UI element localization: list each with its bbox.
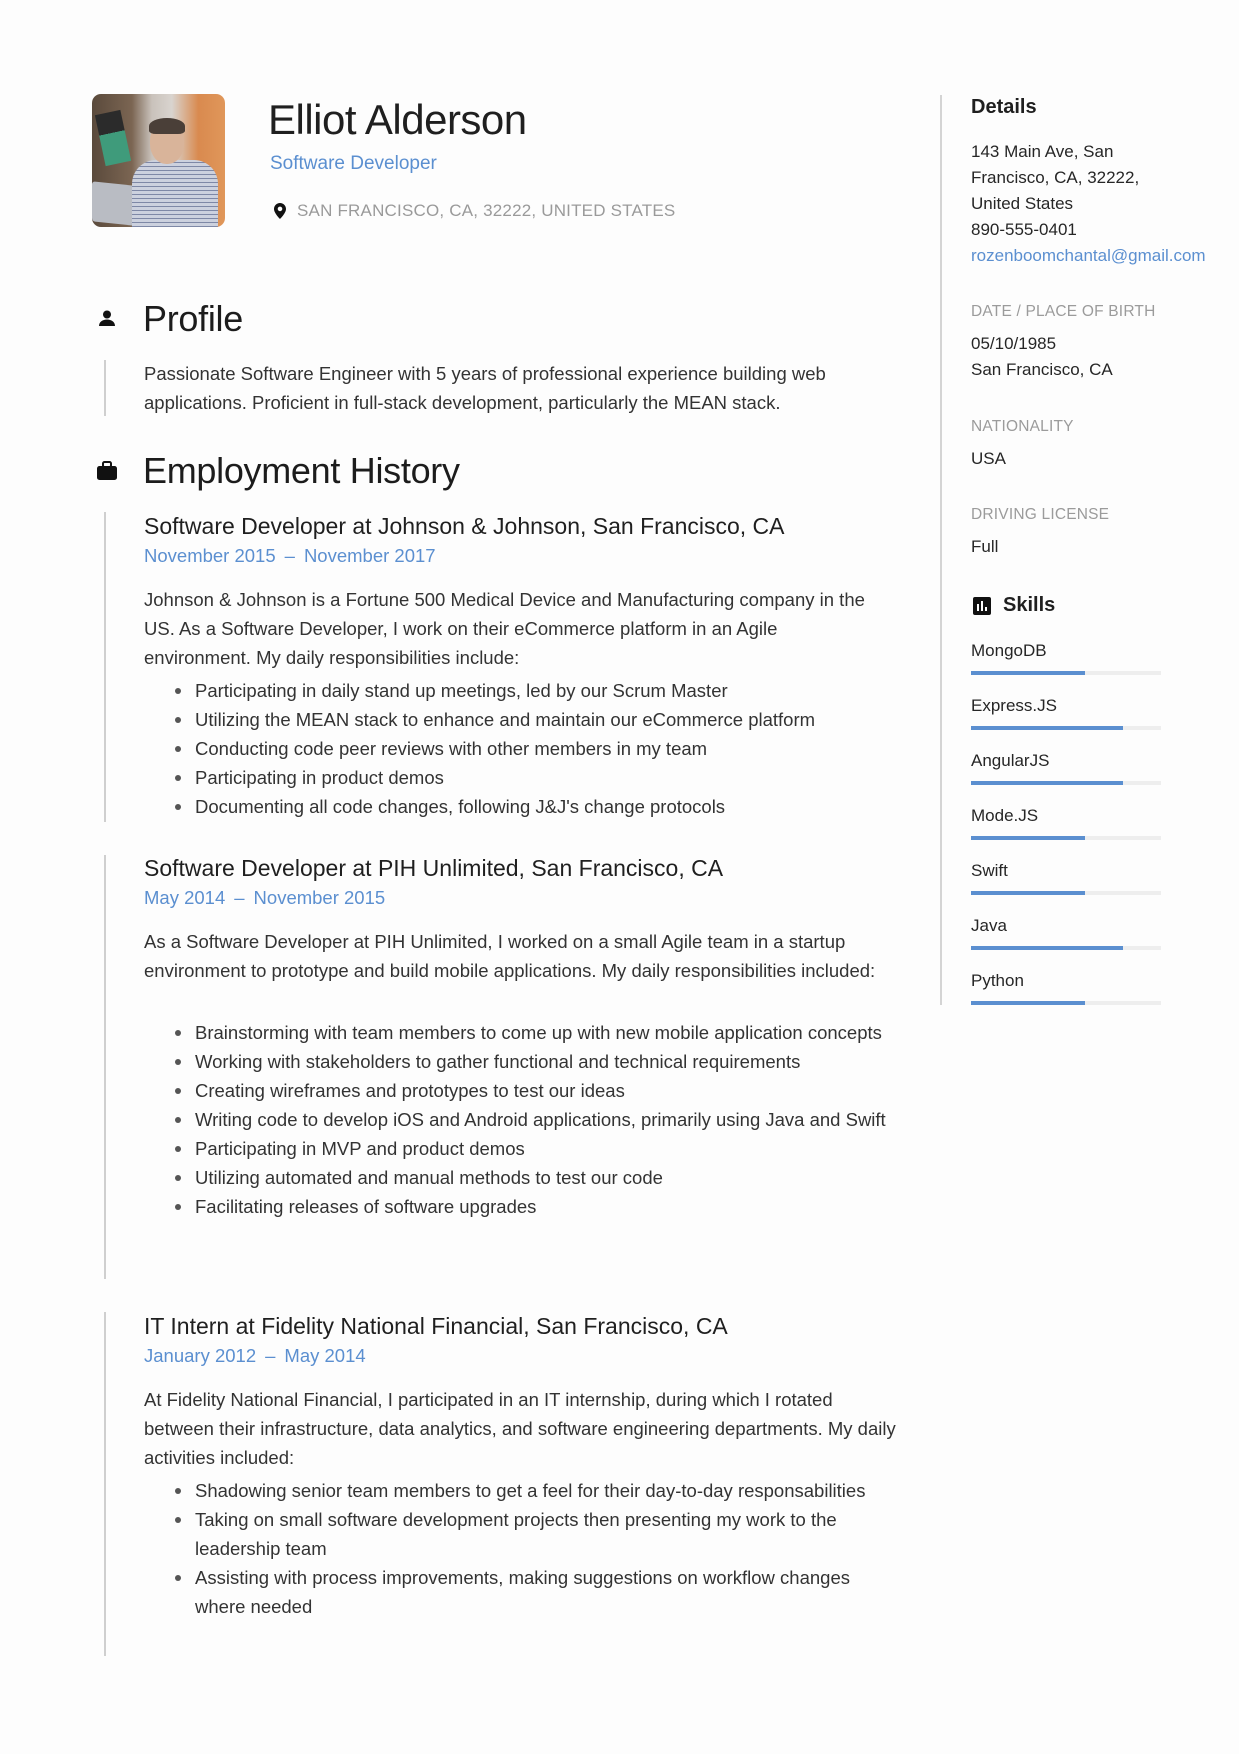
profile-timeline-line (104, 360, 106, 416)
job-2-bullet: Facilitating releases of software upgrades (195, 1192, 895, 1221)
job-1-bullet: Participating in product demos (195, 763, 895, 792)
photo-shirt-shape (132, 160, 218, 227)
date-separator: – (234, 887, 245, 908)
skill-name: Swift (971, 861, 1008, 880)
job-3-bullets (195, 1476, 905, 1621)
job-1-bullet: Utilizing the MEAN stack to enhance and maintain our eCommerce platform (195, 705, 895, 734)
job-2-dates (144, 887, 385, 909)
nationality-value: USA (971, 449, 1006, 468)
skill-name: Express.JS (971, 696, 1057, 715)
job-3-title: IT Intern at Fidelity National Financial, San Francisco, CA (144, 1313, 728, 1339)
job-2-start-date: May 2014 (144, 887, 226, 908)
photo-hair-shape (149, 118, 185, 134)
job-1-start-date: November 2015 (144, 545, 276, 566)
license-value: Full (971, 537, 999, 556)
job-1-bullet: Participating in daily stand up meetings, led by our Scrum Master (195, 676, 895, 705)
skill-bar-track (971, 836, 1161, 840)
skill-bar-fill (971, 946, 1123, 950)
candidate-name: Elliot Alderson (268, 96, 527, 143)
map-pin-icon (274, 203, 286, 219)
skill-name: Mode.JS (971, 806, 1039, 825)
skill-item (971, 861, 1161, 881)
bar-chart-icon (973, 597, 991, 615)
sidebar-divider (940, 95, 942, 1005)
birth-label: DATE / PLACE OF BIRTH (971, 303, 1156, 320)
profile-heading: Profile (143, 298, 243, 339)
skill-name: Java (971, 916, 1007, 935)
birth-place: San Francisco, CA (971, 360, 1113, 379)
job-1-bullets (195, 676, 895, 821)
skill-bar-track (971, 946, 1161, 950)
job-2-bullet: Brainstorming with team members to come up with new mobile application concepts (195, 1018, 895, 1047)
job-2-bullet: Working with stakeholders to gather functional and technical requirements (195, 1047, 895, 1076)
profile-photo (92, 94, 225, 227)
location-text: SAN FRANCISCO, CA, 32222, UNITED STATES (297, 201, 676, 220)
skills-heading: Skills (1003, 594, 1056, 616)
job-2-bullet: Utilizing automated and manual methods to test our code (195, 1163, 895, 1192)
job-2-end-date: November 2015 (253, 887, 386, 908)
job-3-bullet: Assisting with process improvements, making suggestions on workflow changes where needed (195, 1563, 905, 1621)
skill-bar-fill (971, 726, 1123, 730)
job-1-bullet: Conducting code peer reviews with other members in my team (195, 734, 895, 763)
job-3-description: At Fidelity National Financial, I participated in an IT internship, during which I rotated between their infrastructure, data analytics, and software engineering departments. My daily activities included: (144, 1389, 896, 1468)
job-3-bullet: Taking on small software development projects then presenting my work to the leadership team (195, 1505, 905, 1563)
job-3-end-date: May 2014 (284, 1345, 366, 1366)
birth-date: 05/10/1985 (971, 334, 1057, 353)
job-1-bullet: Documenting all code changes, following J&J's change protocols (195, 792, 895, 821)
job-1-end-date: November 2017 (303, 545, 436, 566)
employment-heading: Employment History (143, 450, 460, 491)
skill-bar-track (971, 726, 1161, 730)
nationality-label: NATIONALITY (971, 418, 1074, 435)
address-line: United States (971, 194, 1074, 213)
skill-item (971, 751, 1161, 771)
address-line: Francisco, CA, 32222, (971, 168, 1140, 187)
job-3-bullet: Shadowing senior team members to get a feel for their day-to-day responsabilities (195, 1476, 905, 1505)
email-link[interactable]: rozenboomchantal@gmail.com (971, 246, 1206, 265)
job-3-start-date: January 2012 (144, 1345, 257, 1366)
skills-heading-row (973, 594, 1055, 617)
job-2-title: Software Developer at PIH Unlimited, San Francisco, CA (144, 855, 724, 881)
job-3-timeline-line (104, 1312, 106, 1656)
skill-bar-fill (971, 891, 1085, 895)
skill-name: Python (971, 971, 1024, 990)
date-separator: – (265, 1345, 276, 1366)
skill-bar-track (971, 1001, 1161, 1005)
skill-item (971, 696, 1161, 716)
details-heading: Details (971, 96, 1037, 118)
skill-bar-track (971, 671, 1161, 675)
phone-number: 890-555-0401 (971, 220, 1077, 239)
skill-item (971, 971, 1161, 991)
skill-bar-track (971, 781, 1161, 785)
user-icon (97, 309, 117, 329)
details-block (971, 139, 1239, 269)
skill-name: AngularJS (971, 751, 1050, 770)
skill-bar-fill (971, 671, 1085, 675)
job-2-bullet: Writing code to develop iOS and Android applications, primarily using Java and Swift (195, 1105, 895, 1134)
skill-name: MongoDB (971, 641, 1047, 660)
skill-bar-track (971, 891, 1161, 895)
skill-item (971, 916, 1161, 936)
job-2-bullet: Participating in MVP and product demos (195, 1134, 895, 1163)
job-2-bullets (195, 1018, 895, 1221)
profile-summary: Passionate Software Engineer with 5 years of professional experience building web applications. Proficient in full-stack development, particularly the MEAN stack. (144, 363, 826, 413)
skill-item (971, 641, 1161, 661)
job-2-timeline-line (104, 855, 106, 1279)
job-1-dates (144, 545, 436, 567)
photo-flag-shape (95, 110, 131, 166)
address-line: 143 Main Ave, San (971, 142, 1114, 161)
date-separator: – (284, 545, 295, 566)
birth-block (971, 331, 1239, 383)
job-1-title: Software Developer at Johnson & Johnson, San Francisco, CA (144, 513, 785, 539)
job-2-bullet: Creating wireframes and prototypes to test our ideas (195, 1076, 895, 1105)
job-3-dates (144, 1345, 366, 1367)
job-title-subtitle: Software Developer (270, 153, 437, 174)
skill-item (971, 806, 1161, 826)
job-2-description: As a Software Developer at PIH Unlimited, I worked on a small Agile team in a startup environment to prototype and build mobile applications. My daily responsibilities included: (144, 931, 876, 981)
job-1-timeline-line (104, 512, 106, 822)
license-label: DRIVING LICENSE (971, 506, 1110, 523)
job-1-description: Johnson & Johnson is a Fortune 500 Medical Device and Manufacturing company in the US. As a Software Developer, I work on their eCommerce platform in an Agile environment. My daily responsibilities include: (144, 589, 865, 668)
skill-bar-fill (971, 1001, 1085, 1005)
location-line (274, 201, 675, 221)
skill-bar-fill (971, 781, 1123, 785)
briefcase-icon (96, 460, 118, 482)
skill-bar-fill (971, 836, 1085, 840)
